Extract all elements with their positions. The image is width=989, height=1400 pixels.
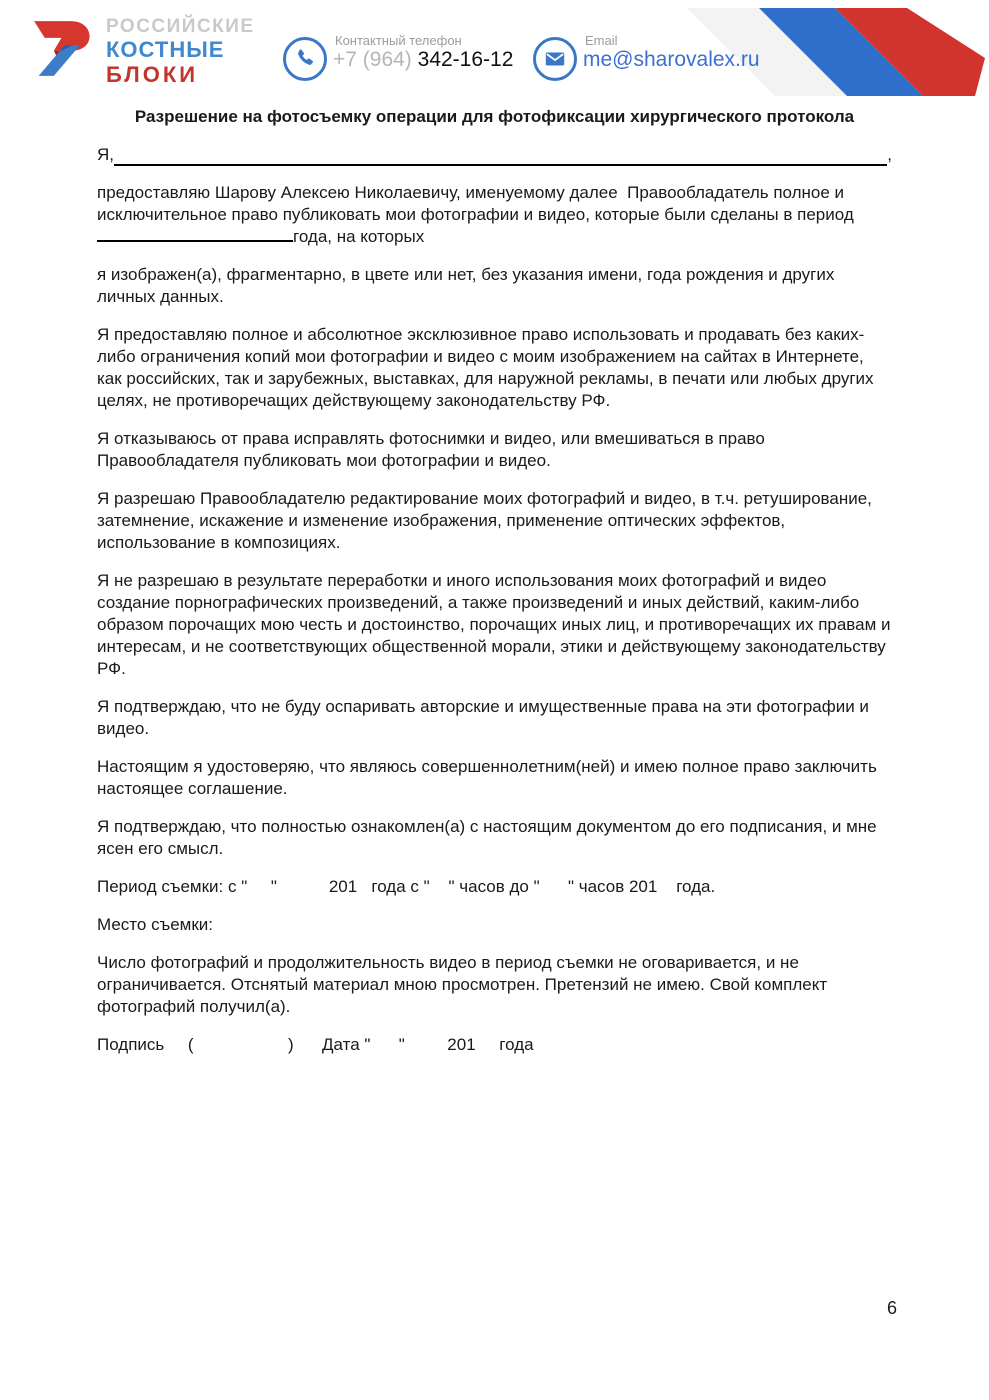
- logo-word-kostnye: КОСТНЫЕ: [106, 37, 225, 62]
- paragraph-allow-editing: Я разрешаю Правообладателю редактирование моих фотографий и видео, в т.ч. ретуширование, затемнение, искажение и изменение изображения, применение оптических эффектов, использование в композициях.: [97, 489, 877, 552]
- paragraph-exclusive-right: Я предоставляю полное и абсолютное эксклюзивное право использовать и продавать без каких-либо ограничения копий мои фотографии и видео с моим изображением на сайтах в Интернете, как российских, так и зарубежных, выставках, для наружной рекламы, в печати или любых других целях, не противоречащих действующему законодательству РФ.: [97, 325, 879, 410]
- paragraph-photo-count: Число фотографий и продолжительность видео в период съемки не оговаривается, и не ограничивается. Отснятый материал мною просмотрен. Претензий не имею. Свой комплект фотографий получил(а).: [97, 953, 832, 1016]
- paragraph-waive-correction: Я отказываюсь от права исправлять фотоснимки и видео, или вмешиваться в право Правообладателя публиковать мои фотографии и видео.: [97, 429, 770, 470]
- phone-number: [333, 48, 513, 72]
- grant-text-before: предоставляю Шарову Алексею Николаевичу, именуемому далее Правообладатель полное и исключительное право публиковать мои фотографии и видео, которые были сделаны в период: [97, 183, 859, 224]
- paragraph-depicted: я изображен(а), фрагментарно, в цвете или нет, без указания имени, года рождения и других личных данных.: [97, 265, 840, 306]
- document-title: Разрешение на фотосъемку операции для фотофиксации хирургического протокола: [134, 107, 855, 126]
- phone-prefix: +7 (964): [333, 48, 418, 71]
- phone-icon: [283, 37, 327, 81]
- name-blank-field: [114, 146, 887, 166]
- document-body: [97, 106, 896, 1072]
- grant-paragraph: [97, 182, 892, 248]
- period-blank-field: [97, 226, 293, 242]
- phone-main-digits: 342-16-12: [417, 48, 514, 71]
- name-line-lead: Я,: [97, 145, 114, 164]
- company-logo-icon: [28, 10, 104, 90]
- shooting-period-line: Период съемки: с " " 201 года с " " часов до " " часов 201 года.: [97, 877, 716, 896]
- paragraph-adult-confirmation: Настоящим я удостоверяю, что являюсь совершеннолетним(ней) и имею полное право заключить настоящее соглашение.: [97, 757, 882, 798]
- paragraph-no-copyright-dispute: Я подтверждаю, что не буду оспаривать авторские и имущественные права на эти фотографии и видео.: [97, 697, 874, 738]
- paragraph-read-confirmation: Я подтверждаю, что полностью ознакомлен(а) с настоящим документом до его подписания, и мне ясен его смысл.: [97, 817, 882, 858]
- paragraph-prohibit-defamation: Я не разрешаю в результате переработки и иного использования моих фотографий и видео создание порнографических произведений, а также произведений и иных действий, каким-либо образом порочащих мою честь и достоинство, порочащих иных лиц, и противоречащих их правам и интересам, и не соответствующих общественной морали, этики и действующему законодательству РФ.: [97, 571, 896, 678]
- company-logo-wordmark: [106, 17, 255, 86]
- grant-text-after: года, на которых: [293, 227, 425, 246]
- page-number: 6: [886, 1298, 897, 1318]
- name-fill-line: [97, 144, 892, 166]
- email-icon: [533, 37, 577, 81]
- letterhead: [0, 0, 989, 100]
- phone-label: Контактный телефон: [335, 33, 462, 48]
- logo-word-bloki: БЛОКИ: [106, 62, 199, 87]
- email-address: me@sharovalex.ru: [583, 48, 760, 71]
- signature-date-line: Подпись ( ) Дата " " 201 года: [97, 1035, 534, 1054]
- name-line-tail: ,: [887, 145, 892, 164]
- shooting-place-label: Место съемки:: [97, 915, 214, 934]
- logo-word-rossiyskie: РОССИЙСКИЕ: [106, 16, 255, 37]
- email-label: Email: [585, 33, 618, 48]
